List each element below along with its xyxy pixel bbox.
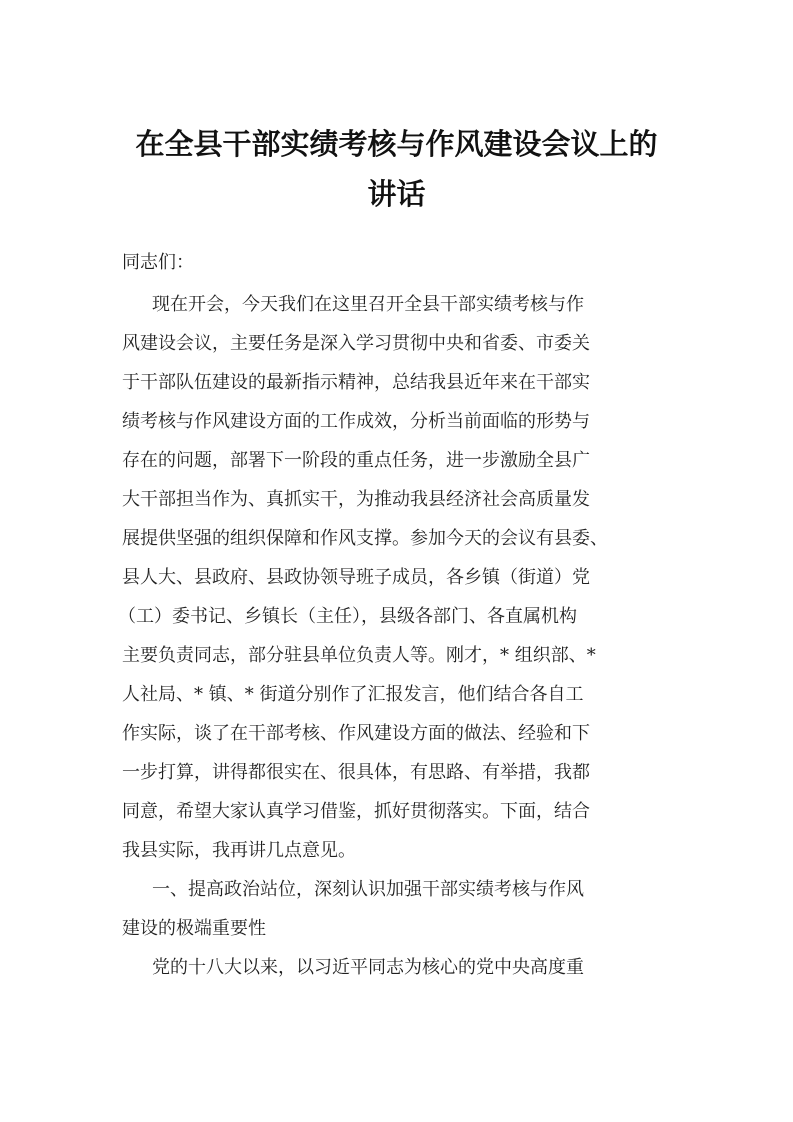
paragraph-line: 县人大、县政府、县政协领导班子成员，各乡镇（街道）党 xyxy=(122,567,590,588)
paragraph-line: 一步打算，讲得都很实在、很具体，有思路、有举措，我都 xyxy=(122,762,590,783)
paragraph-line: 风建设会议，主要任务是深入学习贯彻中央和省委、市委关 xyxy=(122,333,590,354)
paragraph-line: 主要负责同志，部分驻县单位负责人等。刚才，* 组织部、* xyxy=(122,645,596,666)
paragraph-line: 展提供坚强的组织保障和作风支撑。参加今天的会议有县委、 xyxy=(122,528,608,549)
paragraph-line: 存在的问题，部署下一阶段的重点任务，进一步激励全县广 xyxy=(122,450,590,471)
document-title-line-2: 讲话 xyxy=(367,177,426,211)
paragraph-line: （工）委书记、乡镇长（主任），县级各部门、各直属机构 xyxy=(118,606,577,627)
paragraph-line: 同意，希望大家认真学习借鉴，抓好贯彻落实。下面，结合 xyxy=(122,801,590,822)
section-heading-line: 一、提高政治站位，深刻认识加强干部实绩考核与作风 xyxy=(152,879,584,900)
paragraph-line: 大干部担当作为、真抓实干，为推动我县经济社会高质量发 xyxy=(122,489,590,510)
paragraph-line: 党的十八大以来，以习近平同志为核心的党中央高度重 xyxy=(152,957,584,978)
paragraph-line: 我县实际，我再讲几点意见。 xyxy=(122,840,356,861)
section-heading-line: 建设的极端重要性 xyxy=(122,918,266,939)
paragraph-line: 现在开会，今天我们在这里召开全县干部实绩考核与作 xyxy=(152,294,584,315)
paragraph-line: 于干部队伍建设的最新指示精神，总结我县近年来在干部实 xyxy=(122,372,590,393)
paragraph-line: 人社局、* 镇、* 街道分别作了汇报发言，他们结合各自工 xyxy=(122,684,584,705)
paragraph-line: 作实际，谈了在干部考核、作风建设方面的做法、经验和下 xyxy=(122,723,590,744)
paragraph-line: 绩考核与作风建设方面的工作成效，分析当前面临的形势与 xyxy=(122,411,590,432)
salutation: 同志们： xyxy=(122,252,194,273)
document-title-line-1: 在全县干部实绩考核与作风建设会议上的 xyxy=(135,127,658,161)
